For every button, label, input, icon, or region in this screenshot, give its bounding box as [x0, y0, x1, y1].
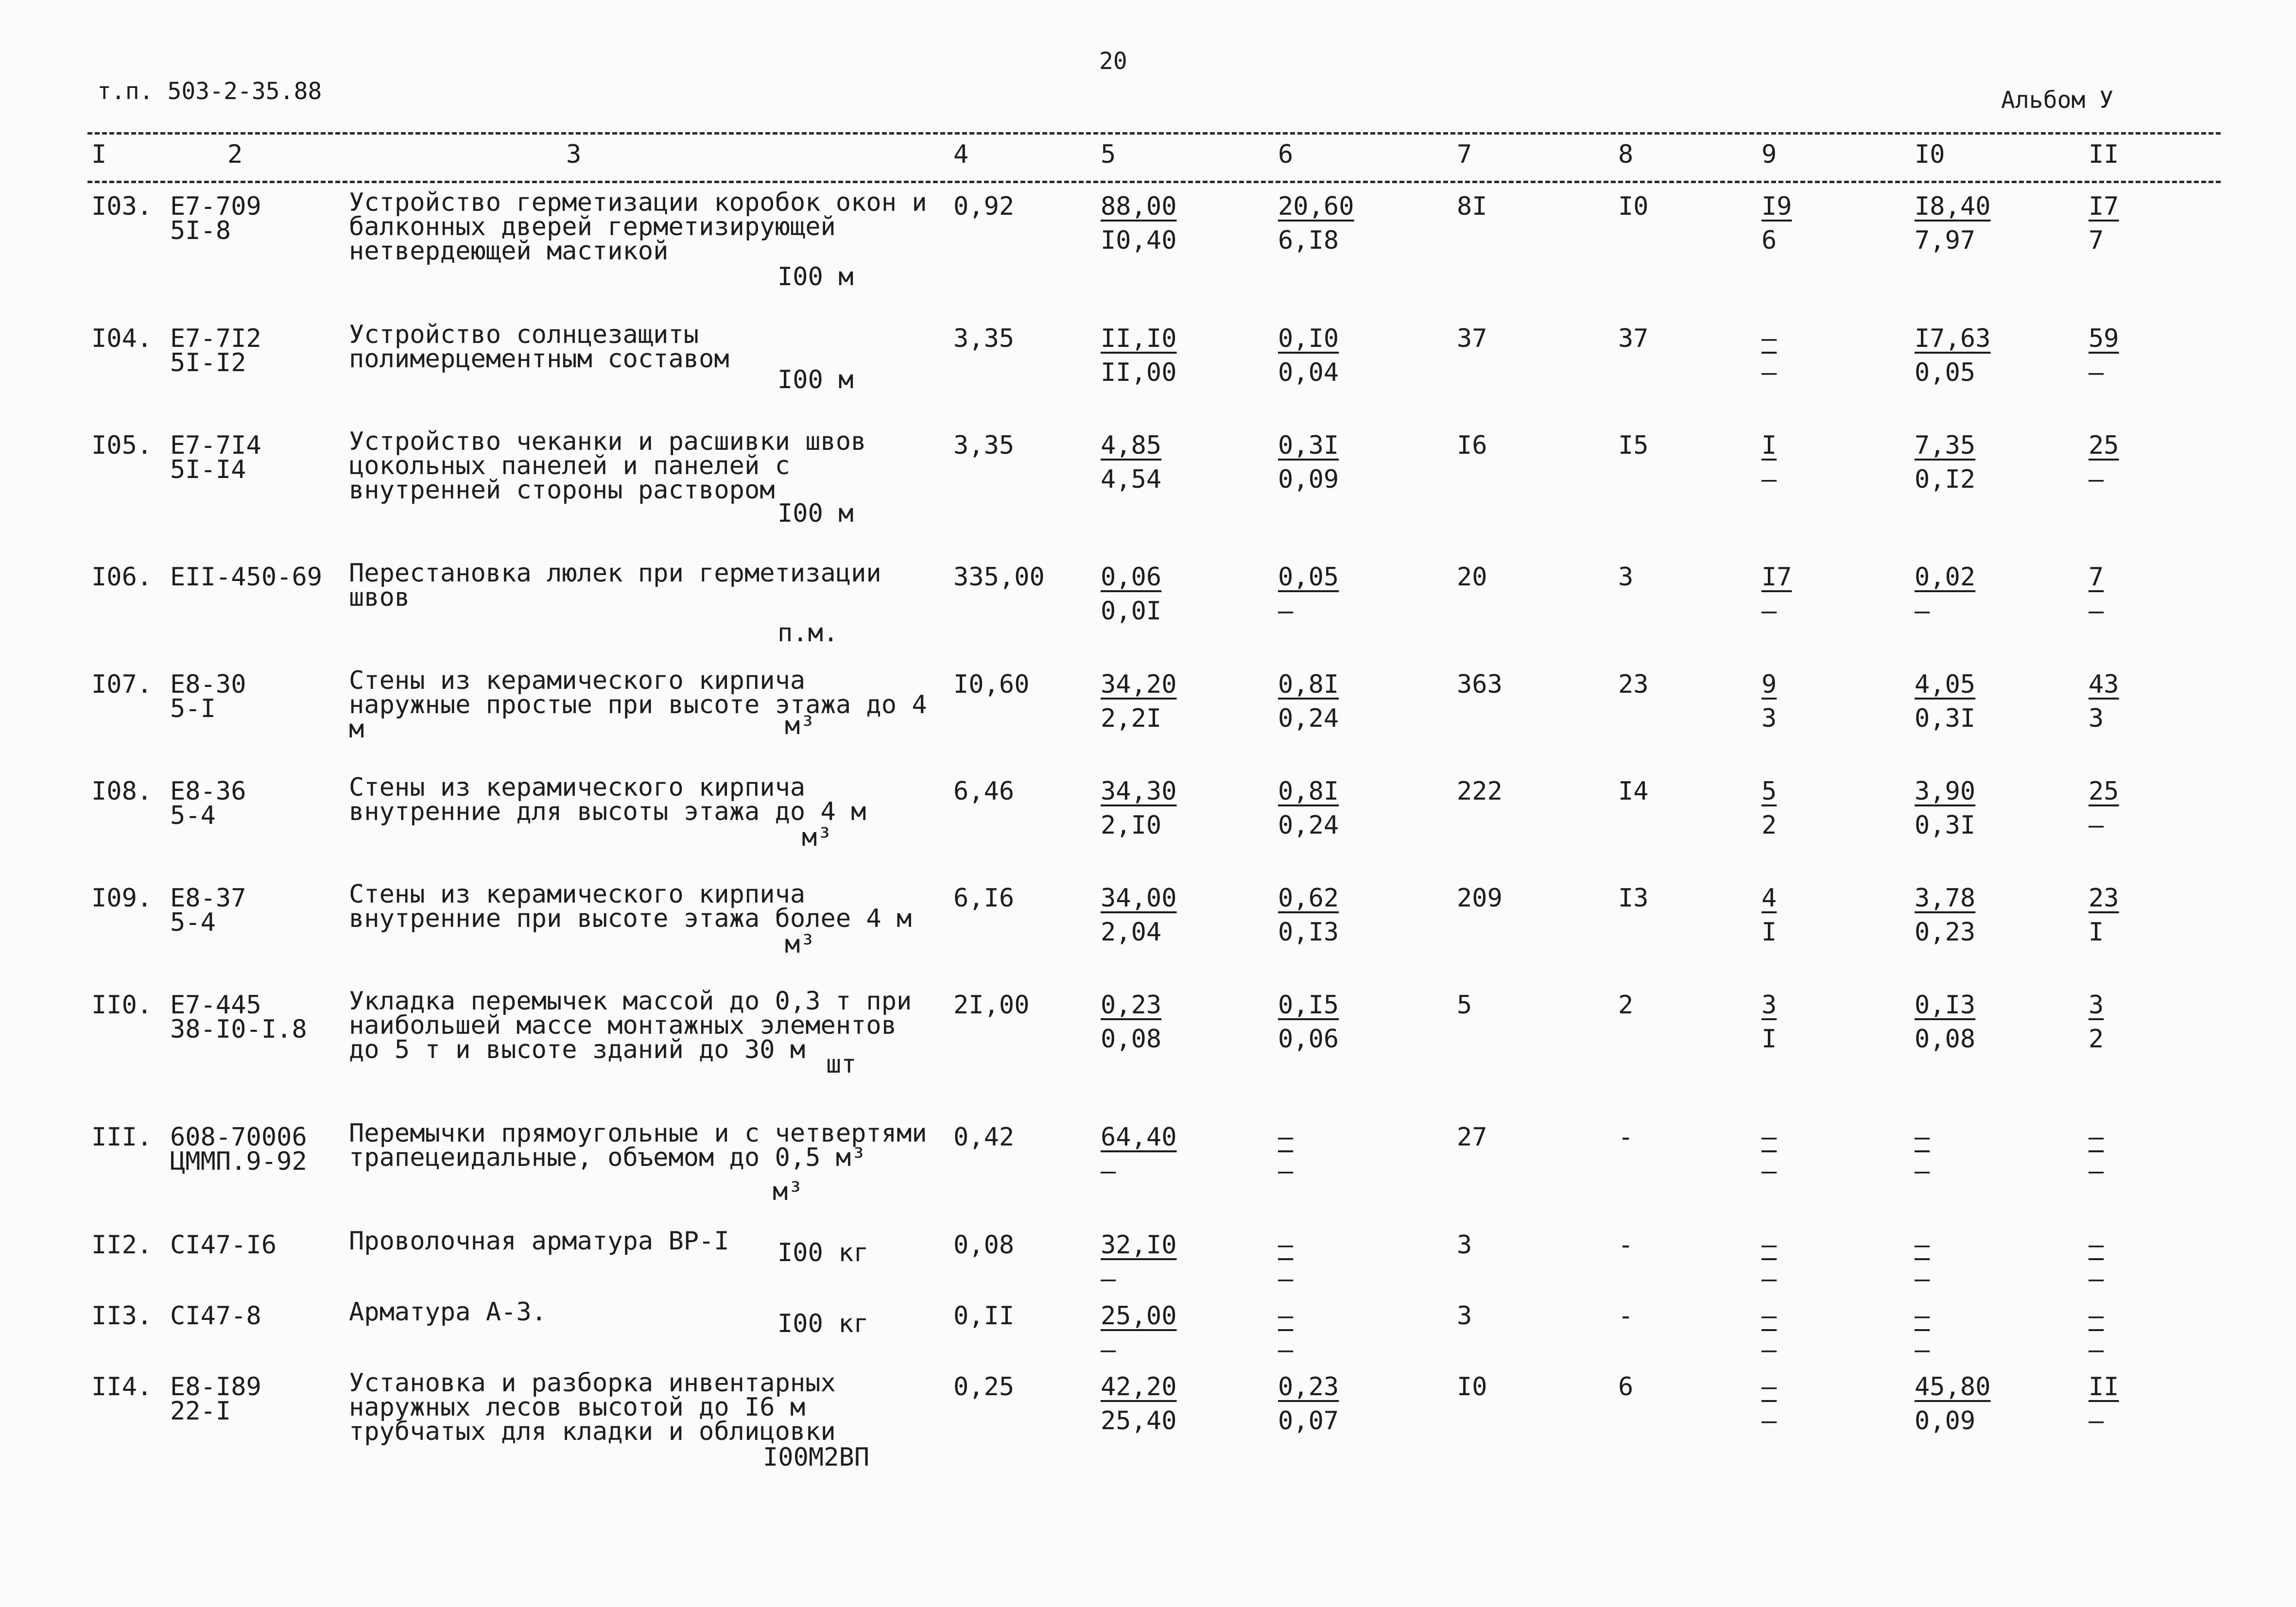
- labor-total: 59: [2089, 324, 2119, 353]
- unit-of-measure: м³: [785, 930, 815, 959]
- machinist-labor-total: 3: [2089, 704, 2104, 733]
- labor-total: 23: [2089, 884, 2119, 913]
- machinist-labor-per-unit: 0,05: [1915, 358, 1976, 387]
- wages-total: -: [1618, 1301, 1634, 1331]
- machinist-labor-per-unit: –: [1915, 1265, 1930, 1294]
- machinist-labor-total: 2: [2089, 1025, 2104, 1054]
- unit-of-measure: м³: [802, 823, 832, 852]
- cost-machines: 20,60: [1278, 192, 1354, 221]
- cost-machine-wages: –: [1278, 597, 1294, 626]
- machinist-labor-total: 7: [2089, 226, 2104, 255]
- quantity: 335,00: [953, 563, 1045, 592]
- row-number: I04.: [91, 324, 153, 353]
- cost-machine-wages: 0,04: [1278, 358, 1339, 387]
- machinist-labor-total: –: [2089, 1335, 2104, 1365]
- machinist-labor-per-unit: 0,I2: [1915, 465, 1976, 494]
- machines-total: –: [1761, 1372, 1777, 1402]
- machines-total: 9: [1761, 670, 1777, 699]
- unit-of-measure: м³: [785, 711, 815, 740]
- unit-of-measure: I00М2ВП: [763, 1443, 870, 1472]
- column-number: II: [2089, 140, 2119, 169]
- cost-machines: –: [1278, 1231, 1294, 1260]
- wages-total: I4: [1618, 777, 1649, 806]
- total-cost: 20: [1457, 563, 1487, 592]
- column-number: 6: [1278, 140, 1294, 169]
- column-number: 2: [227, 140, 243, 169]
- unit-of-measure: I00 м: [777, 365, 854, 394]
- row-number: III.: [91, 1123, 153, 1152]
- machinist-labor-per-unit: –: [1915, 1335, 1930, 1365]
- cost-wages: 4,54: [1101, 465, 1162, 494]
- machine-wages-total: –: [1761, 1406, 1777, 1436]
- machinist-labor-per-unit: 0,08: [1915, 1025, 1976, 1054]
- quantity: 3,35: [953, 324, 1015, 353]
- table-row: [0, 1368, 2296, 1497]
- row-number: II0.: [91, 991, 153, 1020]
- cost-wages: –: [1101, 1335, 1116, 1365]
- machines-total: I: [1761, 431, 1777, 460]
- cost-wages: –: [1101, 1265, 1116, 1294]
- norm-code: 608-70006: [170, 1123, 307, 1152]
- cost-machine-wages: 0,I3: [1278, 918, 1339, 947]
- column-number: 5: [1101, 140, 1116, 169]
- unit-of-measure: п.м.: [777, 618, 839, 648]
- cost-machines: –: [1278, 1301, 1294, 1331]
- machinist-labor-total: –: [2089, 358, 2104, 387]
- row-number: I06.: [91, 563, 153, 592]
- cost-machines: –: [1278, 1123, 1294, 1152]
- labor-per-unit: 0,02: [1915, 563, 1976, 592]
- labor-total: 7: [2089, 563, 2104, 592]
- total-cost: 8I: [1457, 192, 1487, 221]
- row-number: II2.: [91, 1231, 153, 1260]
- cost-total: 34,20: [1101, 670, 1177, 699]
- cost-machine-wages: 6,I8: [1278, 226, 1339, 255]
- machine-wages-total: –: [1761, 465, 1777, 494]
- norm-code: СI47-8: [170, 1301, 261, 1331]
- machines-total: –: [1761, 324, 1777, 353]
- cost-total: 34,00: [1101, 884, 1177, 913]
- machines-total: –: [1761, 1301, 1777, 1331]
- machine-wages-total: –: [1761, 597, 1777, 626]
- norm-code-secondary: 22-I: [170, 1397, 231, 1426]
- machinist-labor-per-unit: 0,09: [1915, 1406, 1976, 1436]
- norm-code: Е8-30: [170, 670, 246, 699]
- machine-wages-total: –: [1761, 1265, 1777, 1294]
- work-description: Установка и разборка инвентарных наружных лесов высотой до I6 м трубчатых для кладки и облицовки: [349, 1368, 836, 1446]
- machine-wages-total: I: [1761, 1025, 1777, 1054]
- norm-code: СI47-I6: [170, 1231, 277, 1260]
- column-number: I: [91, 140, 107, 169]
- machinist-labor-total: –: [2089, 1265, 2104, 1294]
- norm-code-secondary: 5-4: [170, 908, 216, 937]
- total-cost: 3: [1457, 1301, 1472, 1331]
- header-top-rule: [87, 132, 2221, 135]
- machinist-labor-total: –: [2089, 465, 2104, 494]
- machine-wages-total: 2: [1761, 811, 1777, 840]
- cost-total: 32,I0: [1101, 1231, 1177, 1260]
- quantity: I0,60: [953, 670, 1030, 699]
- norm-code-secondary: 5I-I2: [170, 348, 246, 377]
- quantity: 6,I6: [953, 884, 1015, 913]
- norm-code-secondary: 5-I: [170, 694, 216, 723]
- norm-code: ЕII-450-69: [170, 563, 323, 592]
- album-label: Альбом У: [2001, 86, 2114, 114]
- work-description: Устройство герметизации коробок окон и балконных дверей герметизирующей нетвердеющей мастикой: [349, 188, 927, 266]
- machinist-labor-per-unit: 0,23: [1915, 918, 1976, 947]
- cost-total: 0,06: [1101, 563, 1162, 592]
- unit-of-measure: м³: [773, 1177, 803, 1206]
- work-description: Проволочная арматура ВР-I: [349, 1227, 729, 1256]
- wages-total: I5: [1618, 431, 1649, 460]
- unit-of-measure: I00 м: [777, 499, 854, 528]
- cost-wages: I0,40: [1101, 226, 1177, 255]
- cost-machines: 0,23: [1278, 1372, 1339, 1402]
- labor-per-unit: –: [1915, 1301, 1930, 1331]
- cost-total: 25,00: [1101, 1301, 1177, 1331]
- machinist-labor-per-unit: 0,3I: [1915, 811, 1976, 840]
- work-description: Стены из керамического кирпича внутренние при высоте этажа более 4 м: [349, 880, 912, 933]
- row-number: I08.: [91, 777, 153, 806]
- cost-machine-wages: –: [1278, 1157, 1294, 1186]
- work-description: Арматура А-3.: [349, 1298, 547, 1327]
- cost-wages: 0,08: [1101, 1025, 1162, 1054]
- machine-wages-total: –: [1761, 1157, 1777, 1186]
- norm-code-secondary: 5I-8: [170, 216, 231, 245]
- labor-per-unit: 3,78: [1915, 884, 1976, 913]
- machinist-labor-total: I: [2089, 918, 2104, 947]
- wages-total: -: [1618, 1231, 1634, 1260]
- cost-machine-wages: 0,06: [1278, 1025, 1339, 1054]
- labor-total: –: [2089, 1123, 2104, 1152]
- norm-code: Е7-7I2: [170, 324, 261, 353]
- quantity: 6,46: [953, 777, 1015, 806]
- work-description: Стены из керамического кирпича наружные простые при высоте этажа до 4 м: [349, 666, 927, 744]
- row-number: I05.: [91, 431, 153, 460]
- cost-total: 0,23: [1101, 991, 1162, 1020]
- norm-code-secondary: 38-I0-I.8: [170, 1015, 307, 1044]
- cost-machine-wages: 0,07: [1278, 1406, 1339, 1436]
- machinist-labor-total: –: [2089, 1157, 2104, 1186]
- cost-machine-wages: –: [1278, 1265, 1294, 1294]
- labor-total: –: [2089, 1301, 2104, 1331]
- column-number: 8: [1618, 140, 1634, 169]
- labor-per-unit: –: [1915, 1231, 1930, 1260]
- machines-total: –: [1761, 1231, 1777, 1260]
- table-row: [0, 190, 2296, 317]
- labor-total: II: [2089, 1372, 2119, 1402]
- labor-per-unit: –: [1915, 1123, 1930, 1152]
- labor-total: 25: [2089, 777, 2119, 806]
- total-cost: 3: [1457, 1231, 1472, 1260]
- machines-total: I9: [1761, 192, 1792, 221]
- labor-total: 25: [2089, 431, 2119, 460]
- machines-total: 3: [1761, 991, 1777, 1020]
- column-number: 9: [1761, 140, 1777, 169]
- labor-per-unit: 4,05: [1915, 670, 1976, 699]
- work-description: Устройство чеканки и расшивки швов цокольных панелей и панелей с внутренней стороны раствором: [349, 427, 866, 505]
- column-number: 3: [566, 140, 582, 169]
- cost-machine-wages: –: [1278, 1335, 1294, 1365]
- row-number: II3.: [91, 1301, 153, 1331]
- machine-wages-total: 3: [1761, 704, 1777, 733]
- unit-of-measure: I00 м: [777, 262, 854, 291]
- column-number: I0: [1915, 140, 1945, 169]
- total-cost: 363: [1457, 670, 1502, 699]
- cost-machines: 0,I0: [1278, 324, 1339, 353]
- norm-code: Е7-709: [170, 192, 261, 221]
- cost-total: 4,85: [1101, 431, 1162, 460]
- total-cost: 209: [1457, 884, 1502, 913]
- cost-total: 42,20: [1101, 1372, 1177, 1402]
- labor-per-unit: 7,35: [1915, 431, 1976, 460]
- machine-wages-total: –: [1761, 1335, 1777, 1365]
- column-number: 7: [1457, 140, 1472, 169]
- cost-machine-wages: 0,09: [1278, 465, 1339, 494]
- wages-total: 6: [1618, 1372, 1634, 1402]
- labor-per-unit: I8,40: [1915, 192, 1991, 221]
- norm-code: Е8-37: [170, 884, 246, 913]
- quantity: 0,25: [953, 1372, 1015, 1402]
- labor-per-unit: 3,90: [1915, 777, 1976, 806]
- work-description: Устройство солнцезащиты полимерцементным составом: [349, 320, 729, 374]
- work-description: Перестановка люлек при герметизации швов: [349, 559, 881, 612]
- total-cost: 37: [1457, 324, 1487, 353]
- machines-total: 4: [1761, 884, 1777, 913]
- labor-total: –: [2089, 1231, 2104, 1260]
- labor-per-unit: 0,I3: [1915, 991, 1976, 1020]
- unit-of-measure: шт: [826, 1050, 857, 1079]
- machine-wages-total: I: [1761, 918, 1777, 947]
- machines-total: –: [1761, 1123, 1777, 1152]
- wages-total: -: [1618, 1123, 1634, 1152]
- cost-machines: 0,05: [1278, 563, 1339, 592]
- norm-code-secondary: 5I-I4: [170, 455, 246, 484]
- norm-code-secondary: ЦММП.9-92: [170, 1147, 307, 1176]
- cost-machines: 0,3I: [1278, 431, 1339, 460]
- machinist-labor-total: –: [2089, 811, 2104, 840]
- doc-code: т.п. 503-2-35.88: [97, 78, 322, 105]
- table-row: [0, 1121, 2296, 1248]
- unit-of-measure: I00 кг: [777, 1309, 869, 1338]
- column-number: 4: [953, 140, 969, 169]
- labor-total: 3: [2089, 991, 2104, 1020]
- work-description: Перемычки прямоугольные и с четвертями трапецеидальные, объемом до 0,5 м³: [349, 1119, 927, 1172]
- cost-wages: 0,0I: [1101, 597, 1162, 626]
- cost-total: 88,00: [1101, 192, 1177, 221]
- machine-wages-total: –: [1761, 358, 1777, 387]
- total-cost: I6: [1457, 431, 1487, 460]
- cost-machines: 0,I5: [1278, 991, 1339, 1020]
- cost-wages: 25,40: [1101, 1406, 1177, 1436]
- row-number: I07.: [91, 670, 153, 699]
- total-cost: 222: [1457, 777, 1502, 806]
- machinist-labor-per-unit: 0,3I: [1915, 704, 1976, 733]
- machinist-labor-per-unit: –: [1915, 597, 1930, 626]
- cost-wages: 2,I0: [1101, 811, 1162, 840]
- cost-machines: 0,8I: [1278, 777, 1339, 806]
- row-number: II4.: [91, 1372, 153, 1402]
- quantity: 0,II: [953, 1301, 1015, 1331]
- wages-total: 2: [1618, 991, 1634, 1020]
- cost-wages: 2,2I: [1101, 704, 1162, 733]
- wages-total: I0: [1618, 192, 1649, 221]
- machinist-labor-total: –: [2089, 1406, 2104, 1436]
- table-row: [0, 989, 2296, 1115]
- machines-total: I7: [1761, 563, 1792, 592]
- wages-total: 37: [1618, 324, 1649, 353]
- norm-code: Е8-36: [170, 777, 246, 806]
- labor-per-unit: 45,80: [1915, 1372, 1991, 1402]
- machinist-labor-per-unit: –: [1915, 1157, 1930, 1186]
- quantity: 0,08: [953, 1231, 1015, 1260]
- machinist-labor-total: –: [2089, 597, 2104, 626]
- cost-machines: 0,8I: [1278, 670, 1339, 699]
- header-bottom-rule: [87, 181, 2221, 183]
- cost-wages: II,00: [1101, 358, 1177, 387]
- row-number: I03.: [91, 192, 153, 221]
- machines-total: 5: [1761, 777, 1777, 806]
- cost-machine-wages: 0,24: [1278, 704, 1339, 733]
- quantity: 2I,00: [953, 991, 1030, 1020]
- labor-per-unit: I7,63: [1915, 324, 1991, 353]
- row-number: I09.: [91, 884, 153, 913]
- cost-wages: –: [1101, 1157, 1116, 1186]
- work-description: Укладка перемычек массой до 0,3 т при наибольшей массе монтажных элементов до 5 т и высоте зданий до 30 м: [349, 987, 912, 1064]
- work-description: Стены из керамического кирпича внутренние для высоты этажа до 4 м: [349, 773, 866, 826]
- wages-total: 23: [1618, 670, 1649, 699]
- cost-total: II,I0: [1101, 324, 1177, 353]
- total-cost: 27: [1457, 1123, 1487, 1152]
- cost-total: 64,40: [1101, 1123, 1177, 1152]
- cost-wages: 2,04: [1101, 918, 1162, 947]
- page-number: 20: [1099, 48, 1127, 75]
- machine-wages-total: 6: [1761, 226, 1777, 255]
- cost-machine-wages: 0,24: [1278, 811, 1339, 840]
- norm-code-secondary: 5-4: [170, 801, 216, 830]
- labor-total: 43: [2089, 670, 2119, 699]
- wages-total: I3: [1618, 884, 1649, 913]
- cost-total: 34,30: [1101, 777, 1177, 806]
- cost-machines: 0,62: [1278, 884, 1339, 913]
- quantity: 3,35: [953, 431, 1015, 460]
- quantity: 0,42: [953, 1123, 1015, 1152]
- machinist-labor-per-unit: 7,97: [1915, 226, 1976, 255]
- wages-total: 3: [1618, 563, 1634, 592]
- labor-total: I7: [2089, 192, 2119, 221]
- total-cost: I0: [1457, 1372, 1487, 1402]
- table-row: [0, 429, 2296, 556]
- norm-code: Е7-445: [170, 991, 261, 1020]
- norm-code: Е8-I89: [170, 1372, 261, 1402]
- norm-code: Е7-7I4: [170, 431, 261, 460]
- total-cost: 5: [1457, 991, 1472, 1020]
- quantity: 0,92: [953, 192, 1015, 221]
- unit-of-measure: I00 кг: [777, 1238, 869, 1267]
